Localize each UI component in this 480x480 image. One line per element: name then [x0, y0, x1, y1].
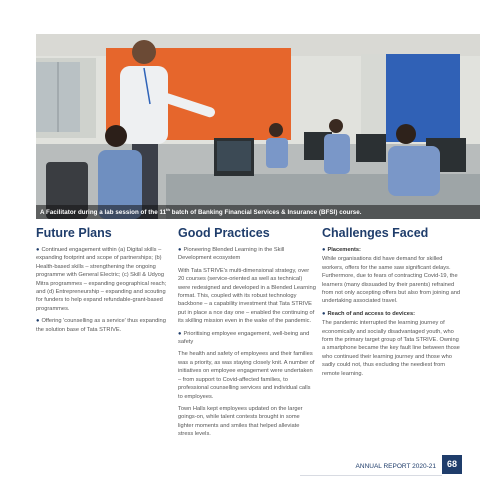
page-number: 68: [442, 455, 462, 474]
caption-text: [40, 207, 362, 216]
future-plans-item: [36, 317, 173, 334]
lab-session-photo: [36, 34, 480, 219]
lab-scene-illustration: [36, 34, 480, 219]
good-practices-paragraph: The health and safety of employees and their families was a priority, as was staying closely knit. A number of initiatives on employee engagement were undertaken – from support to Covid-affected families, to professional counselling services and individual calls to employees.: [178, 351, 315, 400]
good-practices-subhead: Prioritising employee engagement, well-being and safety: [178, 330, 310, 346]
future-plans-item: [36, 246, 173, 313]
challenges-paragraph: The pandemic interrupted the learning journey of economically and socially disadvantaged youth, who form the primary target group of Tata STRIVE. Owning a smartphone became the key fault line between those who continued their learning journey and those who sadly could not, thus excluding the neediest from remote learning.: [322, 320, 460, 377]
future-plans-text: Continued engagement within (a) Digital skills – expanding footprint and scope of partnerships; (b) Health-based skills – strengthening the ongoing programme with General Electric; (c) Skill & Udyog Mitra programmes – expanding geographical reach; and (d) Entrepreneurship – expanding and scouting for funders to help expand refundable-grant-based programmes.: [36, 247, 167, 312]
footer-rule: [300, 475, 442, 476]
good-practices-subhead: Pioneering Blended Learning in the Skill Development ecosystem: [178, 247, 285, 262]
photo-caption: [36, 205, 480, 219]
challenges-subhead: Placements:: [327, 247, 361, 253]
bullet-icon: ●: [178, 247, 182, 253]
future-plans-heading: Future Plans: [36, 226, 112, 240]
bullet-icon: ●: [322, 247, 326, 253]
challenges-paragraph: While organisations did have demand for skilled workers, offers for the same saw significant delays. Furthermore, due to fears of contracting Covid-19, the learners (many dissuaded by their parents) refrained from not only accepting offers but also from joining and undertaking associated travel.: [322, 256, 461, 305]
challenges-subhead: Reach of and access to devices:: [327, 310, 415, 317]
bullet-icon: ●: [322, 310, 326, 317]
good-practices-item: [178, 330, 316, 347]
caption-superscript: th: [166, 207, 170, 212]
challenges-item: [322, 310, 462, 318]
caption-text-end: batch of Banking Financial Services & Insurance (BFSI) course.: [169, 209, 362, 217]
good-practices-paragraph: Town Halls kept employees updated on the larger goings-on, while talent contests brought in some lighter moments and smiles that helped alleviate stress levels.: [178, 405, 303, 438]
future-plans-column: [36, 246, 173, 338]
good-practices-heading: Good Practices: [178, 226, 270, 240]
good-practices-column: [178, 246, 316, 443]
challenges-item: [322, 246, 462, 254]
bullet-icon: ●: [36, 318, 40, 325]
bullet-icon: ●: [36, 247, 40, 253]
caption-text-start: A Facilitator during a lab session of the 11: [40, 209, 167, 217]
report-title-footer: ANNUAL REPORT 2020-21: [355, 463, 436, 470]
bullet-icon: ●: [178, 330, 182, 337]
good-practices-paragraph: With Tata STRIVE's multi-dimensional strategy, over 20 courses (service-oriented as well as technical) were redesigned and developed in a Blended Learning format. This, coupled with its robust technology backbone – a capability investment that Tata STRIVE put in place a nce day one – enabled the continuing of its skilling mission even in the wake of the pandemic.: [178, 267, 316, 325]
future-plans-text: Offering 'counselling as a service' thus expanding the solution base of Tata STRIVE.: [36, 318, 166, 333]
challenges-column: [322, 246, 462, 382]
challenges-heading: Challenges Faced: [322, 226, 429, 240]
good-practices-item: [178, 246, 316, 263]
